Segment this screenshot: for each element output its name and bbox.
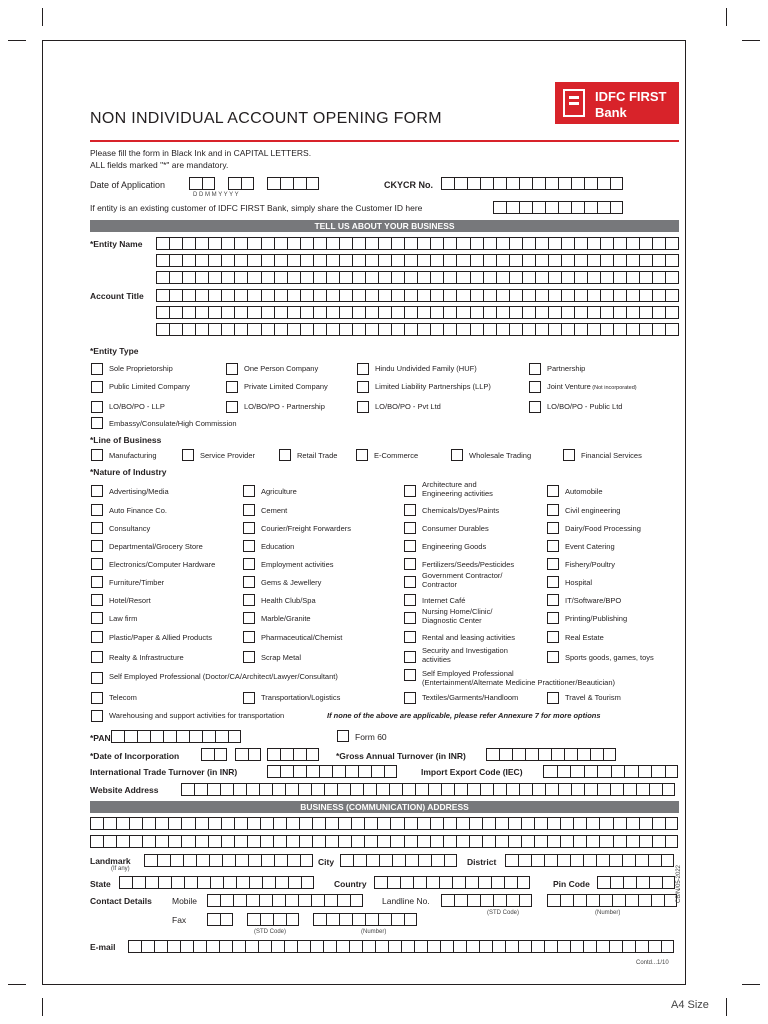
doi-mm[interactable] <box>235 748 261 761</box>
checkbox-industry[interactable] <box>404 504 416 516</box>
textiles-label: Textiles/Garments/Handloom <box>422 693 519 702</box>
industry-label: Pharmaceutical/Chemist <box>261 633 343 642</box>
checkbox-entity-type[interactable] <box>357 381 369 393</box>
gross-turnover-label: *Gross Annual Turnover (in INR) <box>336 751 466 761</box>
pan-label: *PAN <box>90 733 111 743</box>
checkbox-line-of-business[interactable] <box>451 449 463 461</box>
line-of-business-label: E-Commerce <box>374 451 419 460</box>
checkbox-entity-type[interactable] <box>226 381 238 393</box>
checkbox-industry[interactable] <box>547 558 559 570</box>
industry-label: Plastic/Paper & Allied Products <box>109 633 212 642</box>
checkbox-warehousing[interactable] <box>91 710 103 722</box>
landline-label: Landline No. <box>382 896 430 906</box>
country-label: Country <box>334 879 367 889</box>
ckycr-input[interactable] <box>441 177 623 190</box>
account-title-input[interactable] <box>156 289 679 302</box>
checkbox-industry[interactable] <box>91 651 103 663</box>
landline-number-hint: (Number) <box>595 910 621 916</box>
industry-label: Education <box>261 542 295 551</box>
date-format-hint: D D M M Y Y Y Y <box>193 192 239 198</box>
checkbox-entity-type[interactable] <box>357 363 369 375</box>
checkbox-industry[interactable] <box>91 522 103 534</box>
self-employed-2-label: Self Employed Professional (Entertainment/Alternate Medicine Practitioner/Beautician) <box>422 669 616 687</box>
address-line-input[interactable] <box>90 835 678 848</box>
industry-label: Automobile <box>565 487 603 496</box>
checkbox-industry[interactable] <box>243 631 255 643</box>
entity-type-label: LO/BO/PO - Public Ltd <box>547 402 623 411</box>
checkbox-industry[interactable] <box>547 631 559 643</box>
intl-turnover-input[interactable] <box>267 765 397 778</box>
entity-name-input[interactable] <box>156 271 679 284</box>
industry-label: Event Catering <box>565 542 615 551</box>
entity-name-input[interactable] <box>156 254 679 267</box>
line-of-business-label: Financial Services <box>581 451 642 460</box>
checkbox-form60[interactable] <box>337 730 349 742</box>
industry-label: Internet Café <box>422 596 466 605</box>
crop-mark <box>8 984 26 985</box>
checkbox-industry[interactable] <box>404 631 416 643</box>
fax-std-input[interactable] <box>207 913 233 926</box>
state-label: State <box>90 879 111 889</box>
industry-label: Realty & Infrastructure <box>109 653 184 662</box>
checkbox-line-of-business[interactable] <box>356 449 368 461</box>
checkbox-industry[interactable] <box>91 594 103 606</box>
checkbox-entity-type[interactable] <box>529 401 541 413</box>
line-of-business-label: Manufacturing <box>109 451 157 460</box>
date-of-application-mm[interactable] <box>228 177 254 190</box>
checkbox-industry[interactable] <box>404 540 416 552</box>
fax-label: Fax <box>172 915 187 925</box>
transport-label: Transportation/Logistics <box>261 693 341 702</box>
checkbox-self-employed-1[interactable] <box>91 672 103 684</box>
checkbox-industry[interactable] <box>91 612 103 624</box>
self-employed-1-label: Self Employed Professional (Doctor/CA/Architect/Lawyer/Consultant) <box>109 672 338 681</box>
checkbox-industry[interactable] <box>547 612 559 624</box>
crop-mark <box>726 998 727 1016</box>
industry-label: Rental and leasing activities <box>422 633 515 642</box>
checkbox-self-employed-2[interactable] <box>404 669 416 681</box>
entity-name-input[interactable] <box>156 237 679 250</box>
checkbox-industry[interactable] <box>404 594 416 606</box>
landmark-label: Landmark <box>90 856 131 866</box>
checkbox-textiles[interactable] <box>404 692 416 704</box>
fax-number-input[interactable] <box>313 913 417 926</box>
date-of-application-yyyy[interactable] <box>267 177 319 190</box>
entity-type-label: LO/BO/PO - Partnership <box>244 402 325 411</box>
checkbox-industry[interactable] <box>91 504 103 516</box>
checkbox-industry[interactable] <box>91 558 103 570</box>
account-title-input[interactable] <box>156 306 679 319</box>
crop-mark <box>42 998 43 1016</box>
intl-turnover-label: International Trade Turnover (in INR) <box>90 767 238 777</box>
industry-label: Furniture/Timber <box>109 578 165 587</box>
checkbox-entity-type[interactable] <box>91 363 103 375</box>
checkbox-industry[interactable] <box>404 522 416 534</box>
industry-label: Cement <box>261 506 288 515</box>
telecom-label: Telecom <box>109 693 137 702</box>
checkbox-industry[interactable] <box>243 576 255 588</box>
checkbox-travel[interactable] <box>547 692 559 704</box>
website-input[interactable] <box>181 783 675 796</box>
doi-yyyy[interactable] <box>267 748 319 761</box>
account-title-label: Account Title <box>90 291 144 301</box>
checkbox-entity-type[interactable] <box>226 401 238 413</box>
form60-label: Form 60 <box>355 732 387 742</box>
checkbox-entity-type[interactable] <box>91 401 103 413</box>
checkbox-industry[interactable] <box>243 612 255 624</box>
continued-note: Contd...1/10 <box>636 960 669 966</box>
checkbox-industry[interactable] <box>243 594 255 606</box>
website-label: Website Address <box>90 785 159 795</box>
entity-type-label: Hindu Undivided Family (HUF) <box>375 364 477 373</box>
crop-mark <box>8 40 26 41</box>
line-of-business-label: Retail Trade <box>297 451 338 460</box>
checkbox-industry[interactable] <box>243 540 255 552</box>
checkbox-industry[interactable] <box>91 631 103 643</box>
entity-type-label: LO/BO/PO - LLP <box>109 402 165 411</box>
checkbox-industry[interactable] <box>243 558 255 570</box>
checkbox-industry[interactable] <box>404 612 416 624</box>
industry-label: Advertising/Media <box>109 487 169 496</box>
account-title-input[interactable] <box>156 323 679 336</box>
mobile-input[interactable] <box>207 894 363 907</box>
industry-label: Law firm <box>109 614 138 623</box>
landline-std-input[interactable] <box>441 894 532 907</box>
if-any-note: (If any) <box>111 866 130 872</box>
industry-label: Security and Investigation activities <box>422 646 508 664</box>
checkbox-line-of-business[interactable] <box>563 449 575 461</box>
industry-label: Chemicals/Dyes/Paints <box>422 506 500 515</box>
existing-customer-text: If entity is an existing customer of IDFC FIRST Bank, simply share the Customer ID here <box>90 203 423 213</box>
industry-label: Printing/Publishing <box>565 614 628 623</box>
form-title: NON INDIVIDUAL ACCOUNT OPENING FORM <box>90 110 442 127</box>
checkbox-industry[interactable] <box>547 522 559 534</box>
entity-type-label: Embassy/Consulate/High Commission <box>109 419 237 428</box>
iec-input[interactable] <box>543 765 678 778</box>
industry-label: Consultancy <box>109 524 151 533</box>
industry-label: Civil engineering <box>565 506 621 515</box>
email-input[interactable] <box>128 940 674 953</box>
checkbox-entity-type[interactable] <box>91 381 103 393</box>
fax-number-hint: (Number) <box>361 929 387 935</box>
crop-mark <box>42 8 43 26</box>
warehousing-label: Warehousing and support activities for transportation <box>109 711 285 720</box>
city-label: City <box>318 857 335 867</box>
entity-type-label: Joint Venture (Not incorporated) <box>547 382 637 391</box>
pin-code-input[interactable] <box>597 876 675 889</box>
industry-label: Electronics/Computer Hardware <box>109 560 216 569</box>
industry-label: Nursing Home/Clinic/ Diagnostic Center <box>422 607 493 625</box>
industry-label: Auto Finance Co. <box>109 506 167 515</box>
checkbox-industry[interactable] <box>91 540 103 552</box>
pin-code-label: Pin Code <box>553 879 590 889</box>
fax-std-input-2[interactable] <box>247 913 299 926</box>
checkbox-industry[interactable] <box>547 594 559 606</box>
fax-std-hint: (STD Code) <box>254 929 287 935</box>
landline-std-hint: (STD Code) <box>487 910 520 916</box>
crop-mark <box>726 8 727 26</box>
travel-label: Travel & Tourism <box>565 693 621 702</box>
entity-type-label: LO/BO/PO - Pvt Ltd <box>375 402 441 411</box>
country-input[interactable] <box>374 876 530 889</box>
industry-label: Hotel/Resort <box>109 596 151 605</box>
checkbox-line-of-business[interactable] <box>279 449 291 461</box>
line-of-business-label: Wholesale Trading <box>469 451 532 460</box>
section-header-address: BUSINESS (COMMUNICATION) ADDRESS <box>90 801 679 813</box>
industry-label: Fertilizers/Seeds/Pesticides <box>422 560 515 569</box>
industry-label: Departmental/Grocery Store <box>109 542 203 551</box>
entity-type-label: Limited Liability Partnerships (LLP) <box>375 382 491 391</box>
industry-label: Gems & Jewellery <box>261 578 322 587</box>
ckycr-label: CKYCR No. <box>384 180 433 190</box>
industry-label: Consumer Durables <box>422 524 489 533</box>
industry-label: Sports goods, games, toys <box>565 653 654 662</box>
checkbox-industry[interactable] <box>547 504 559 516</box>
instruction-2: ALL fields marked "*" are mandatory. <box>90 160 229 170</box>
industry-label: Government Contractor/ Contractor <box>422 571 503 589</box>
bank-logo <box>555 82 679 124</box>
customer-id-input[interactable] <box>493 201 623 214</box>
checkbox-industry[interactable] <box>404 485 416 497</box>
section-header-business: TELL US ABOUT YOUR BUSINESS <box>90 220 679 232</box>
entity-type-label: Partnership <box>547 364 586 373</box>
pan-input[interactable] <box>111 730 241 743</box>
checkbox-transport[interactable] <box>243 692 255 704</box>
checkbox-entity-type[interactable] <box>529 363 541 375</box>
instruction-1: Please fill the form in Black Ink and in CAPITAL LETTERS. <box>90 148 312 158</box>
entity-type-label: Public Limited Company <box>109 382 190 391</box>
address-line-input[interactable] <box>90 817 678 830</box>
form-code: CB/N/05-2022 <box>676 864 682 903</box>
iec-label: Import Export Code (IEC) <box>421 767 523 777</box>
logo-icon <box>563 89 585 117</box>
industry-label: Architecture and Engineering activities <box>422 480 493 498</box>
industry-label: Courier/Freight Forwarders <box>261 524 352 533</box>
gross-turnover-input[interactable] <box>486 748 616 761</box>
doi-dd[interactable] <box>201 748 227 761</box>
checkbox-industry[interactable] <box>243 522 255 534</box>
checkbox-industry[interactable] <box>547 651 559 663</box>
checkbox-industry[interactable] <box>547 540 559 552</box>
state-input[interactable] <box>119 876 314 889</box>
industry-label: Marble/Granite <box>261 614 311 623</box>
industry-label: Dairy/Food Processing <box>565 524 641 533</box>
industry-label: Hospital <box>565 578 593 587</box>
industry-label: IT/Software/BPO <box>565 596 622 605</box>
title-rule <box>90 140 679 142</box>
checkbox-industry[interactable] <box>404 558 416 570</box>
line-of-business-label: Service Provider <box>200 451 256 460</box>
logo-text-line1: IDFC FIRST <box>595 89 667 104</box>
checkbox-line-of-business[interactable] <box>182 449 194 461</box>
industry-label: Fishery/Poultry <box>565 560 616 569</box>
entity-type-label: Sole Proprietorship <box>109 364 173 373</box>
checkbox-industry[interactable] <box>547 576 559 588</box>
checkbox-industry[interactable] <box>547 485 559 497</box>
checkbox-industry[interactable] <box>91 485 103 497</box>
entity-type-label: *Entity Type <box>90 346 139 356</box>
checkbox-industry[interactable] <box>404 576 416 588</box>
date-of-incorporation-label: *Date of Incorporation <box>90 751 180 761</box>
email-label: E-mail <box>90 942 116 952</box>
landmark-input[interactable] <box>144 854 313 867</box>
checkbox-entity-type[interactable] <box>226 363 238 375</box>
crop-mark <box>742 40 760 41</box>
entity-type-label: Private Limited Company <box>244 382 328 391</box>
landline-number-input[interactable] <box>547 894 677 907</box>
district-input[interactable] <box>505 854 674 867</box>
district-label: District <box>467 857 497 867</box>
checkbox-entity-type[interactable] <box>357 401 369 413</box>
checkbox-industry[interactable] <box>243 651 255 663</box>
checkbox-industry[interactable] <box>404 651 416 663</box>
checkbox-industry[interactable] <box>243 504 255 516</box>
checkbox-telecom[interactable] <box>91 692 103 704</box>
annexure-note: If none of the above are applicable, please refer Annexure 7 for more options <box>327 711 601 720</box>
contact-details-label: Contact Details <box>90 896 152 906</box>
date-of-application-dd[interactable] <box>189 177 215 190</box>
paper-size-label: A4 Size <box>671 999 709 1011</box>
industry-label: Engineering Goods <box>422 542 487 551</box>
industry-label: Real Estate <box>565 633 604 642</box>
industry-label: Health Club/Spa <box>261 596 316 605</box>
industry-label: Employment activities <box>261 560 334 569</box>
checkbox-line-of-business[interactable] <box>91 449 103 461</box>
logo-text-line2: Bank <box>595 105 627 120</box>
date-of-application-label: Date of Application <box>90 180 166 190</box>
mobile-label: Mobile <box>172 896 198 906</box>
nature-of-industry-label: *Nature of Industry <box>90 467 167 477</box>
line-of-business-label: *Line of Business <box>90 435 162 445</box>
checkbox-entity-type[interactable] <box>91 417 103 429</box>
checkbox-industry[interactable] <box>91 576 103 588</box>
city-input[interactable] <box>340 854 457 867</box>
industry-label: Agriculture <box>261 487 297 496</box>
entity-name-label: *Entity Name <box>90 239 143 249</box>
checkbox-entity-type[interactable] <box>529 381 541 393</box>
crop-mark <box>742 984 760 985</box>
industry-label: Scrap Metal <box>261 653 302 662</box>
entity-type-label: One Person Company <box>244 364 319 373</box>
checkbox-industry[interactable] <box>243 485 255 497</box>
